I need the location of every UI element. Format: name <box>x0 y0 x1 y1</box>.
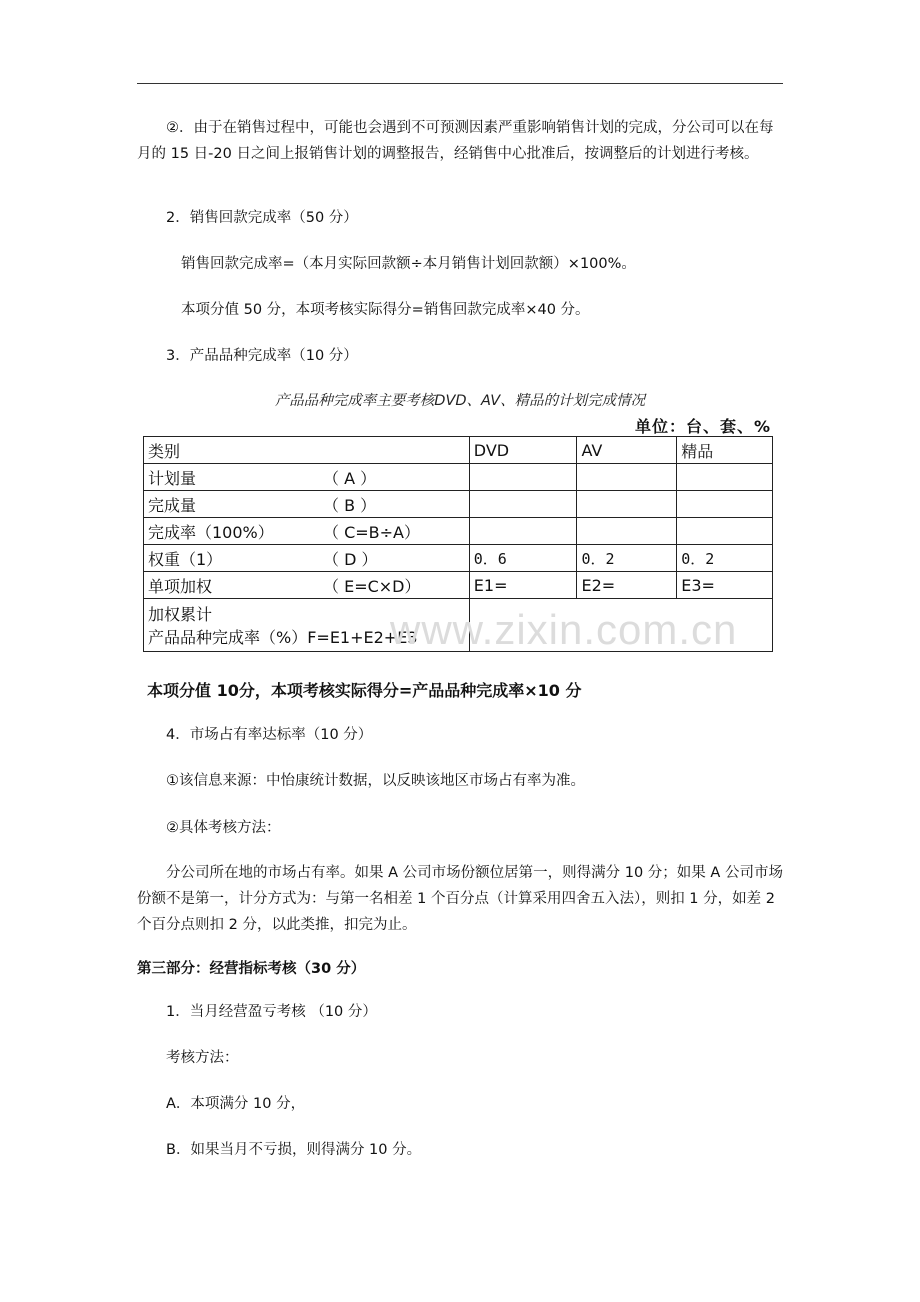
cell-jingpin <box>677 518 773 545</box>
cell-av <box>577 491 677 518</box>
row-label: 单项加权 <box>148 576 213 596</box>
row-label-cell <box>144 491 470 518</box>
cell-av <box>577 464 677 491</box>
cell-dvd <box>469 518 577 545</box>
table-row <box>144 464 773 491</box>
paragraph-market-method: 分公司所在地的市场占有率。如果 A 公司市场份额位居第一，则得满分 10 分；如果 A 公司市场份额不是第一，计分方式为：与第一名相差 1 个百分点（计算采用四舍五入法），则扣 1 分，如差 2 个百分点则扣 2 分，以此类推，扣完为止。 <box>137 865 783 933</box>
row-label-cell <box>144 464 470 491</box>
table-row <box>144 518 773 545</box>
table-footnote: 本项分值 10分，本项考核实际得分=产品品种完成率×10 分 <box>147 681 582 700</box>
row-formula: （ A ） <box>323 468 377 488</box>
row-formula: （ E=C×D） <box>323 576 421 596</box>
paragraph-item-b: B．如果当月不亏损，则得满分 10 分。 <box>166 1142 422 1158</box>
table-row <box>144 545 773 572</box>
cell-dvd <box>469 464 577 491</box>
row-label-cell <box>144 518 470 545</box>
cell-dvd: 0．6 <box>469 545 577 572</box>
header-av: AV <box>577 437 677 464</box>
cell-jingpin <box>677 491 773 518</box>
header-category: 类别 <box>144 437 470 464</box>
row-label-cell <box>144 545 470 572</box>
row-formula: （ B ） <box>323 495 377 515</box>
row-label: 权重（1） <box>148 549 223 569</box>
header-jingpin: 精品 <box>677 437 773 464</box>
table-unit: 单位：台、套、% <box>634 417 771 436</box>
product-rate-table-image <box>137 414 783 706</box>
cell-dvd: E1= <box>469 572 577 599</box>
header-dvd: DVD <box>469 437 577 464</box>
table-row <box>144 491 773 518</box>
cell-av: 0．2 <box>577 545 677 572</box>
heading-product-rate: 3．产品品种完成率（10 分） <box>166 348 358 364</box>
cell-jingpin: 0．2 <box>677 545 773 572</box>
cell-av <box>577 518 677 545</box>
row-formula: （ C=B÷A） <box>323 522 420 542</box>
header-rule <box>137 83 783 84</box>
paragraph-item-a: A．本项满分 10 分， <box>166 1096 306 1112</box>
heading-market-share: 4．市场占有率达标率（10 分） <box>166 727 373 743</box>
table-header-row <box>144 437 773 464</box>
row-label: 完成率（100%） <box>148 522 274 542</box>
score-payment-rate: 本项分值 50 分，本项考核实际得分=销售回款完成率×40 分。 <box>181 302 590 318</box>
row-label-cell <box>144 572 470 599</box>
paragraph-adjustment: ②．由于在销售过程中，可能也会遇到不可预测因素严重影响销售计划的完成，分公司可以在每月的 15 日-20 日之间上报销售计划的调整报告，经销售中心批准后，按调整后的计划进行考核。 <box>137 120 774 162</box>
total-label-line1: 加权累计 <box>148 605 213 624</box>
paragraph-method-label: 考核方法： <box>166 1050 239 1066</box>
cell-jingpin: E3= <box>677 572 773 599</box>
cell-jingpin <box>677 464 773 491</box>
row-label: 计划量 <box>148 468 197 488</box>
heading-payment-rate: 2．销售回款完成率（50 分） <box>166 210 358 226</box>
heading-profit-loss: 1．当月经营盈亏考核 （10 分） <box>166 1004 377 1020</box>
formula-payment-rate: 销售回款完成率=（本月实际回款额÷本月销售计划回款额）×100%。 <box>181 256 636 272</box>
cell-av: E2= <box>577 572 677 599</box>
total-label-line2: 产品品种完成率（%）F=E1+E2+E3 <box>148 628 418 647</box>
row-label: 完成量 <box>148 495 197 515</box>
table-caption: 产品品种完成率主要考核DVD、AV、精品的计划完成情况 <box>274 393 646 409</box>
section-three-heading: 第三部分：经营指标考核（30 分） <box>137 961 366 977</box>
row-formula: （ D ） <box>323 549 378 569</box>
paragraph-method-heading: ②具体考核方法： <box>166 820 281 836</box>
table-row <box>144 572 773 599</box>
watermark-text: www.zixin.com.cn <box>390 606 738 653</box>
cell-dvd <box>469 491 577 518</box>
paragraph-data-source: ①该信息来源：中怡康统计数据，以反映该地区市场占有率为准。 <box>166 773 585 789</box>
